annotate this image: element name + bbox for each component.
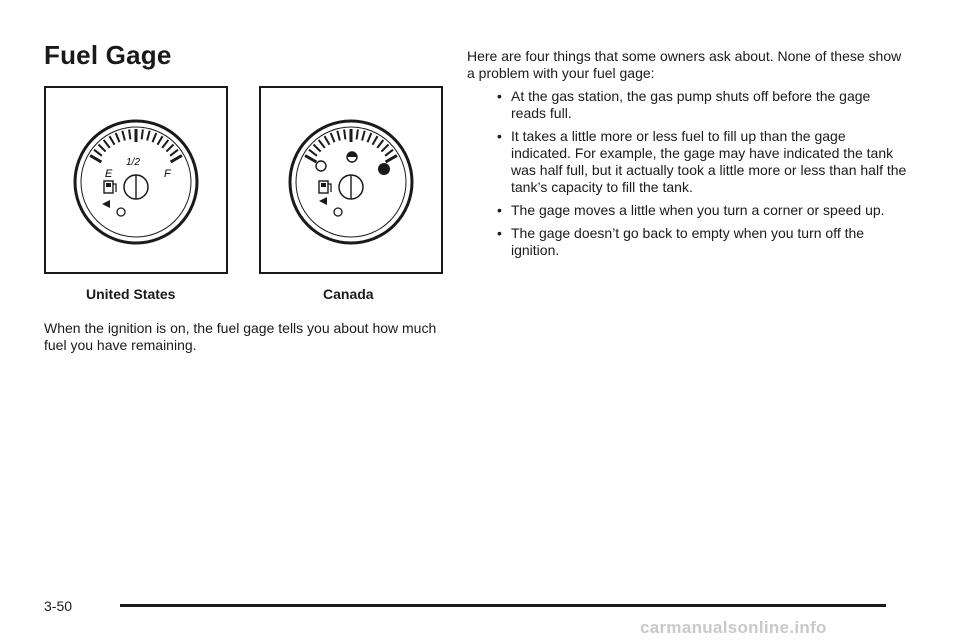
gauge-tick-marks: [305, 129, 397, 162]
page-title: Fuel Gage: [44, 40, 172, 70]
gauge-tick: [373, 136, 378, 145]
gauge-tick: [162, 140, 168, 148]
gauge-tick: [368, 133, 372, 142]
gauge-tick: [90, 156, 101, 163]
gauge-tick: [344, 130, 345, 140]
gauge-tick: [110, 136, 115, 145]
fuel-pump-icon: [104, 181, 116, 193]
bullet-icon: •: [497, 202, 502, 218]
gauge-tick: [319, 140, 325, 148]
gauge-tick: [337, 131, 340, 141]
caption-united-states: United States: [86, 286, 176, 302]
fuel-gauge-us-dial: [46, 88, 226, 272]
fuel-door-side-arrow-icon: [319, 197, 327, 205]
half-marker-icon: [347, 152, 357, 162]
intro-paragraph: When the ignition is on, the fuel gage tells you about how much fuel you have remaining.: [44, 320, 437, 353]
bullet-icon: •: [497, 225, 502, 241]
list-item: [467, 225, 907, 259]
fuel-gauge-canada-dial: [261, 88, 441, 272]
list-item-text: It takes a little more or less fuel to fill up than the gage indicated. For example, the gage may have indicated the tank was half full, but it actually took a little more or less than half the tank’s capacity to fill the tank.: [511, 128, 907, 195]
list-item-text: At the gas station, the gas pump shuts off before the gage reads full.: [511, 88, 871, 121]
gauge-tick: [171, 156, 182, 163]
fuel-gauge-us-figure: [44, 86, 228, 274]
list-item-text: The gage doesn’t go back to empty when you turn off the ignition.: [511, 225, 865, 258]
bullet-icon: •: [497, 128, 502, 144]
gauge-tick: [377, 140, 383, 148]
lead-paragraph: Here are four things that some owners ask about. None of these show a problem with your fuel gage:: [467, 48, 902, 81]
gauge-tick: [314, 145, 321, 152]
gauge-tick: [94, 150, 102, 156]
low-fuel-light-icon: [117, 208, 125, 216]
gauge-tick: [153, 133, 157, 142]
gauge-tick: [305, 156, 316, 163]
list-item: [467, 202, 907, 219]
empty-marker-icon: [316, 161, 326, 171]
gauge-tick: [386, 156, 397, 163]
gauge-label-half: 1/2: [126, 157, 140, 168]
gauge-label-full: F: [164, 168, 171, 180]
gauge-tick: [385, 150, 393, 156]
gauge-label-empty: E: [105, 168, 113, 180]
gauge-tick: [362, 131, 365, 141]
gauge-tick: [325, 136, 330, 145]
right-column: [467, 48, 907, 265]
gauge-tick: [104, 140, 110, 148]
list-item: [467, 128, 907, 196]
list-item-text: The gage moves a little when you turn a corner or speed up.: [511, 202, 885, 218]
low-fuel-light-icon: [334, 208, 342, 216]
gauge-tick: [166, 145, 173, 152]
bullet-icon: •: [497, 88, 502, 104]
gauge-tick: [309, 150, 317, 156]
footer-rule: [120, 604, 886, 607]
gauge-tick: [331, 133, 335, 142]
full-marker-icon: [378, 163, 390, 175]
gauge-tick: [142, 130, 143, 140]
bullet-list: [467, 88, 907, 259]
page-number: 3-50: [44, 598, 73, 614]
gauge-tick: [381, 145, 388, 152]
gauge-tick: [158, 136, 163, 145]
gauge-tick: [357, 130, 358, 140]
watermark-text: carmanualsonline.info: [640, 618, 827, 637]
gauge-tick: [147, 131, 150, 141]
gauge-tick: [129, 130, 130, 140]
fuel-gauge-canada-figure: [259, 86, 443, 274]
fuel-pump-icon: [319, 181, 331, 193]
gauge-tick: [99, 145, 106, 152]
gauge-tick: [116, 133, 120, 142]
gauge-tick: [122, 131, 125, 141]
gauge-tick: [170, 150, 178, 156]
fuel-door-side-arrow-icon: [102, 200, 110, 208]
caption-canada: Canada: [323, 286, 374, 302]
list-item: [467, 88, 907, 122]
